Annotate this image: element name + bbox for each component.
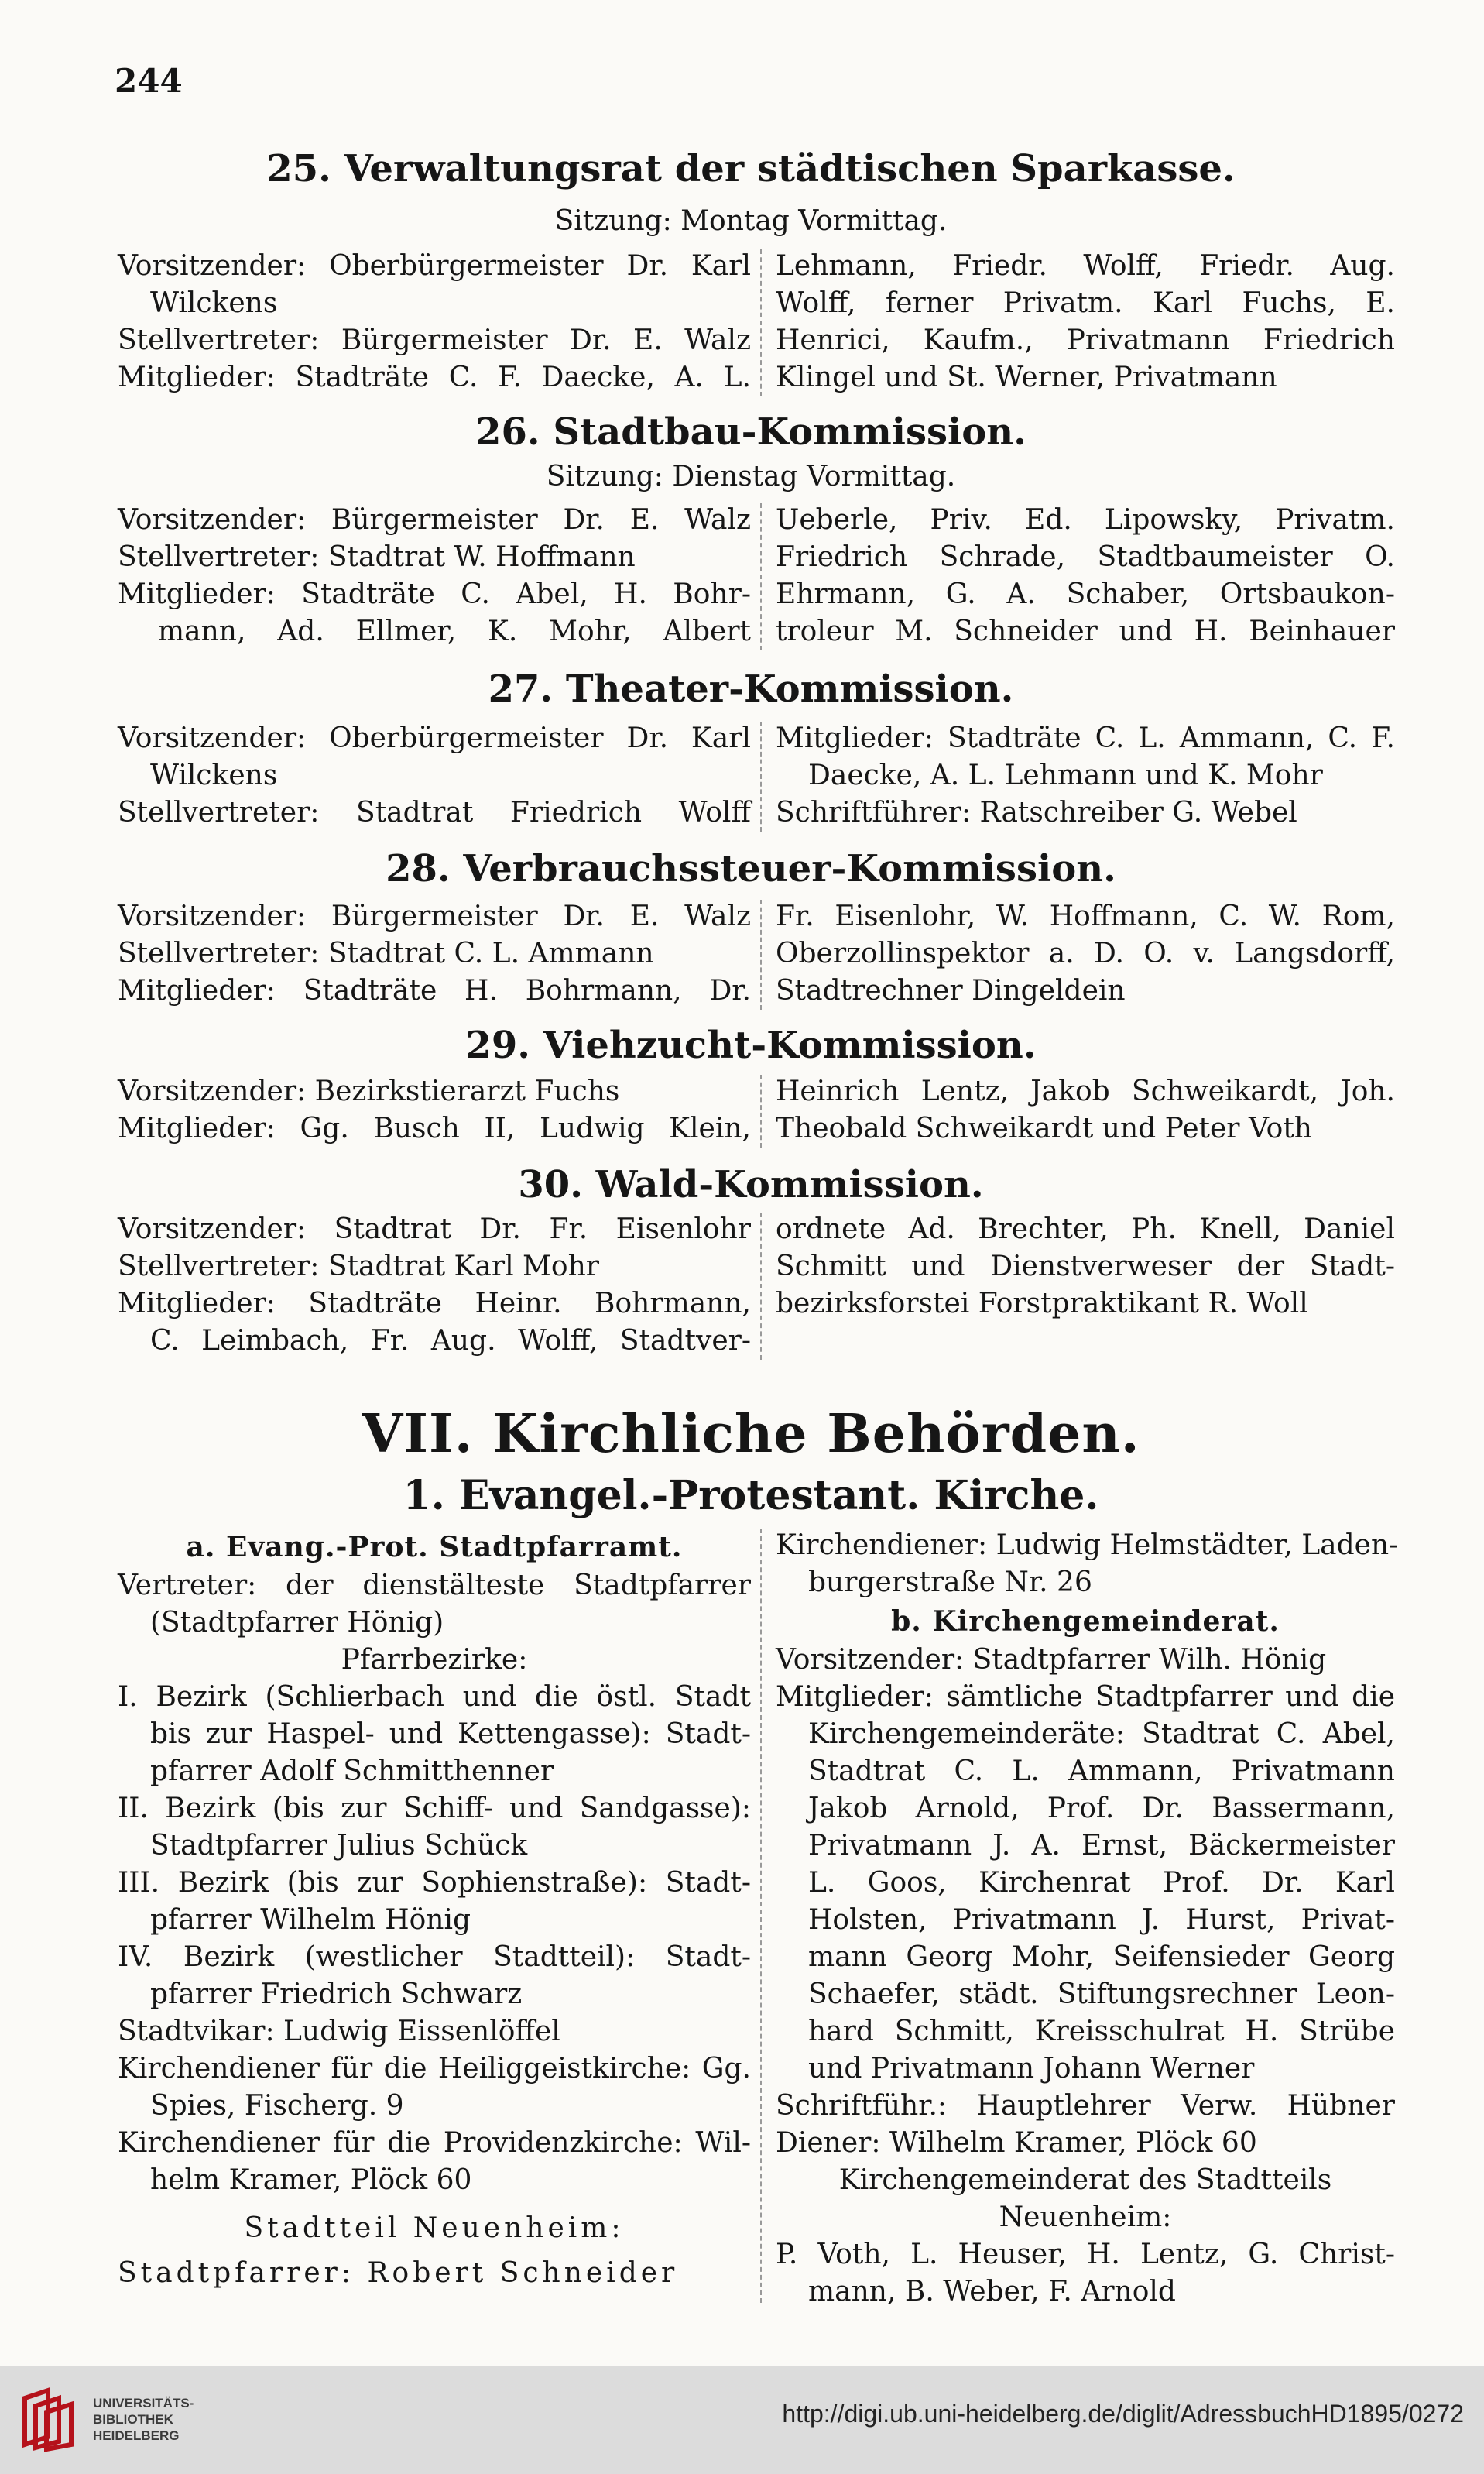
section-27-left-column [118, 720, 751, 832]
text-line: Stadtpfarrer Julius Schück [150, 1830, 528, 1862]
text-line: Wolff, ferner Privatm. Karl Fuchs, E. [776, 287, 1395, 319]
logo-line: HEIDELBERG [93, 2428, 180, 2443]
column-divider [760, 722, 762, 832]
logo-mark [25, 2390, 71, 2449]
section-session-25: Sitzung: Montag Vormittag. [554, 205, 948, 237]
text-line: Schaefer, städt. Stiftungsrechner Leon- [808, 1978, 1395, 2010]
text-line: I. Bezirk (Schlierbach und die östl. Stadt [118, 1681, 751, 1713]
text-line: Kirchengemeinderat des Stadtteils [838, 2164, 1332, 2196]
text-line: Kirchengemeinderäte: Stadtrat C. Abel, [808, 1718, 1395, 1750]
pfarrbezirke-heading: Pfarrbezirke: [341, 1644, 528, 1676]
chapter-subtitle: 1. Evangel.-Protestant. Kirche. [403, 1472, 1099, 1519]
section-session-26: Sitzung: Dienstag Vormittag. [546, 461, 956, 492]
column-divider [760, 1213, 762, 1360]
section-title-29: 29. Viehzucht-Kommission. [465, 1024, 1037, 1067]
text-line: Oberzollinspektor a. D. O. v. Langsdorff, [776, 938, 1395, 969]
text-line: Privatmann J. A. Ernst, Bäckermeister [808, 1830, 1395, 1862]
section-29-left-column [118, 1073, 751, 1148]
neuenheim-heading: Stadtteil Neuenheim: [244, 2212, 625, 2244]
source-url-link[interactable]: http://digi.ub.uni-heidelberg.de/diglit/AdressbuchHD1895/0272 [782, 2400, 1464, 2428]
section-title-26: 26. Stadtbau-Kommission. [475, 410, 1026, 454]
section-29-right-column [776, 1073, 1395, 1148]
text-line: Vertreter: der dienstälteste Stadtpfarrer [118, 1570, 751, 1601]
text-line: Mitglieder: Stadträte C. F. Daecke, A. L. [118, 362, 751, 393]
text-line: Vorsitzender: Bürgermeister Dr. E. Walz [118, 504, 751, 536]
section-26-left-column [118, 502, 751, 650]
text-line: Schmitt und Dienstverweser der Stadt- [776, 1251, 1395, 1282]
text-line: Schriftführer: Ratschreiber G. Webel [776, 797, 1297, 829]
text-line: pfarrer Friedrich Schwarz [150, 1978, 523, 2010]
text-line: III. Bezirk (bis zur Sophienstraße): Stadt- [118, 1867, 751, 1899]
column-divider [760, 503, 762, 650]
text-line: ordnete Ad. Brechter, Ph. Knell, Daniel [776, 1213, 1395, 1245]
text-line: hard Schmitt, Kreisschulrat H. Strübe [808, 2016, 1395, 2047]
column-divider [760, 1529, 762, 2303]
text-line: pfarrer Wilhelm Hönig [150, 1904, 471, 1936]
text-line: Vorsitzender: Bezirkstierarzt Fuchs [118, 1076, 620, 1107]
text-line: Kirchendiener: Ludwig Helmstädter, Laden- [776, 1529, 1399, 1561]
text-line: Theobald Schweikardt und Peter Voth [776, 1113, 1312, 1144]
page-number: 244 [115, 62, 183, 100]
pfarramt-heading: a. Evang.-Prot. Stadtpfarramt. [186, 1531, 683, 1563]
text-line: Vorsitzender: Oberbürgermeister Dr. Karl [118, 722, 751, 754]
library-logo-text [93, 2395, 194, 2444]
text-line: Ehrmann, G. A. Schaber, Ortsbaukon- [776, 578, 1395, 610]
kirchengemeinderat-heading: b. Kirchengemeinderat. [891, 1605, 1280, 1638]
text-line: Lehmann, Friedr. Wolff, Friedr. Aug. [776, 250, 1395, 282]
text-line: Vorsitzender: Oberbürgermeister Dr. Karl [118, 250, 751, 282]
text-line: und Privatmann Johann Werner [808, 2053, 1255, 2085]
text-line: Holsten, Privatmann J. Hurst, Privat- [808, 1904, 1395, 1936]
text-line: Klingel und St. Werner, Privatmann [776, 362, 1277, 393]
text-line: Friedrich Schrade, Stadtbaumeister O. [776, 541, 1395, 573]
text-line: Vorsitzender: Stadtrat Dr. Fr. Eisenlohr [118, 1213, 751, 1245]
column-divider [760, 900, 762, 1010]
text-line: Mitglieder: Stadträte H. Bohrmann, Dr. [118, 975, 751, 1007]
text-line: Mitglieder: Stadträte C. L. Ammann, C. F. [776, 722, 1395, 754]
text-line: Daecke, A. L. Lehmann und K. Mohr [808, 760, 1323, 791]
text-line: burgerstraße Nr. 26 [808, 1566, 1092, 1598]
university-library-logo-icon[interactable] [17, 2383, 87, 2452]
text-line: Wilckens [150, 760, 278, 791]
text-line: P. Voth, L. Heuser, H. Lentz, G. Christ- [776, 2239, 1395, 2270]
text-line: Spies, Fischerg. 9 [150, 2090, 404, 2122]
text-line: Stellvertreter: Bürgermeister Dr. E. Walz [118, 324, 751, 356]
section-28-right-column [776, 898, 1395, 1010]
section-30-left-column [118, 1211, 751, 1360]
column-divider [760, 249, 762, 396]
text-line: Stellvertreter: Stadtrat Karl Mohr [118, 1251, 599, 1282]
text-line: IV. Bezirk (westlicher Stadtteil): Stadt- [118, 1941, 751, 1973]
column-divider [760, 1075, 762, 1148]
logo-line: BIBLIOTHEK [93, 2412, 173, 2427]
text-line: C. Leimbach, Fr. Aug. Wolff, Stadtver- [150, 1325, 751, 1357]
text-line: bezirksforstei Forstpraktikant R. Woll [776, 1288, 1308, 1319]
logo-line: UNIVERSITÄTS- [93, 2396, 194, 2411]
text-line: Heinrich Lentz, Jakob Schweikardt, Joh. [776, 1076, 1395, 1107]
text-line: Mitglieder: Stadträte Heinr. Bohrmann, [118, 1288, 751, 1319]
text-line: Vorsitzender: Stadtpfarrer Wilh. Hönig [776, 1644, 1327, 1676]
text-line: Stadtrat C. L. Ammann, Privatmann [808, 1755, 1395, 1787]
text-line: Henrici, Kaufm., Privatmann Friedrich [776, 324, 1395, 356]
section-title-27: 27. Theater-Kommission. [488, 667, 1014, 711]
text-line: Neuenheim: [999, 2201, 1172, 2233]
text-line: Schriftführ.: Hauptlehrer Verw. Hübner [776, 2090, 1395, 2122]
text-line: pfarrer Adolf Schmitthenner [150, 1755, 554, 1787]
text-line: Wilckens [150, 287, 278, 319]
text-line: Kirchendiener für die Heiliggeistkirche: Gg. [118, 2053, 751, 2085]
text-line: Mitglieder: Gg. Busch II, Ludwig Klein, [118, 1113, 751, 1144]
text-line: troleur M. Schneider und H. Beinhauer [776, 616, 1395, 647]
text-line: Vorsitzender: Bürgermeister Dr. E. Walz [118, 901, 751, 932]
section-25-left-column [118, 248, 751, 396]
text-line: Stadtrechner Dingeldein [776, 975, 1126, 1007]
section-27-right-column [776, 720, 1395, 832]
pfarramt-column [118, 1527, 751, 2292]
text-line: mann Georg Mohr, Seifensieder Georg [808, 1941, 1395, 1973]
text-line: Fr. Eisenlohr, W. Hoffmann, C. W. Rom, [776, 901, 1395, 932]
text-line: Diener: Wilhelm Kramer, Plöck 60 [776, 2127, 1257, 2159]
chapter-title: VII. Kirchliche Behörden. [362, 1403, 1140, 1465]
text-line: Stellvertreter: Stadtrat Friedrich Wolff [118, 797, 751, 829]
text-line: Ueberle, Priv. Ed. Lipowsky, Privatm. [776, 504, 1395, 536]
section-title-25: 25. Verwaltungsrat der städtischen Sparkasse. [266, 147, 1236, 190]
text-line: (Stadtpfarrer Hönig) [150, 1607, 444, 1638]
section-26-right-column [776, 502, 1395, 650]
text-line: mann, B. Weber, F. Arnold [808, 2276, 1176, 2308]
kirchengemeinderat-column [776, 1527, 1399, 2311]
text-line: helm Kramer, Plöck 60 [150, 2164, 472, 2196]
text-line: Stadtvikar: Ludwig Eissenlöffel [118, 2016, 560, 2047]
text-line: Mitglieder: Stadträte C. Abel, H. Bohr- [118, 578, 751, 610]
section-25-right-column [776, 248, 1395, 396]
section-30-right-column [776, 1211, 1395, 1323]
text-line: Stadtpfarrer: Robert Schneider [118, 2257, 679, 2289]
section-title-28: 28. Verbrauchssteuer-Kommission. [386, 847, 1116, 890]
text-line: mann, Ad. Ellmer, K. Mohr, Albert [158, 616, 751, 647]
text-line: Jakob Arnold, Prof. Dr. Bassermann, [808, 1793, 1395, 1824]
text-line: Mitglieder: sämtliche Stadtpfarrer und die [776, 1681, 1395, 1713]
text-line: II. Bezirk (bis zur Schiff- und Sandgasse): [118, 1793, 751, 1824]
text-line: Kirchendiener für die Providenzkirche: Wil- [118, 2127, 751, 2159]
footer-bar [0, 2366, 1484, 2474]
section-28-left-column [118, 898, 751, 1010]
text-line: bis zur Haspel- und Kettengasse): Stadt- [150, 1718, 751, 1750]
section-title-30: 30. Wald-Kommission. [518, 1163, 984, 1206]
text-line: Stellvertreter: Stadtrat C. L. Ammann [118, 938, 654, 969]
text-line: L. Goos, Kirchenrat Prof. Dr. Karl [808, 1867, 1395, 1899]
text-line: Stellvertreter: Stadtrat W. Hoffmann [118, 541, 636, 573]
